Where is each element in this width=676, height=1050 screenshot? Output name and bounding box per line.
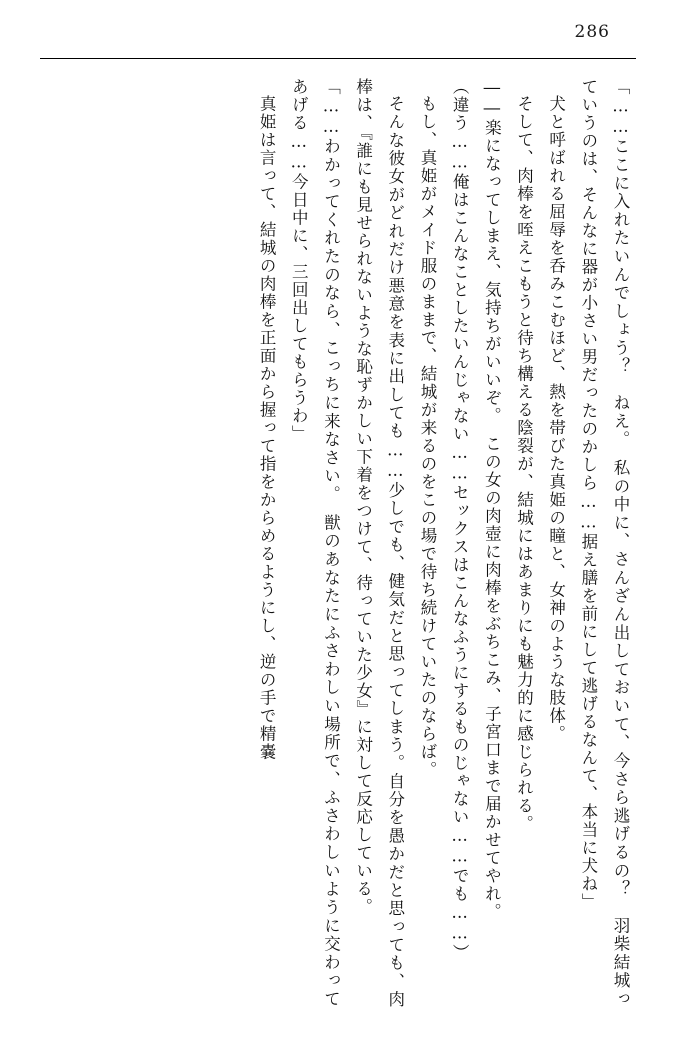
- paragraph: 真姫は言って、結城の肉棒を正面から握って指をからめるようにし、逆の手で精嚢: [257, 94, 277, 761]
- page-number: 286: [574, 22, 610, 42]
- header-rule: [40, 58, 636, 59]
- paragraph: そして、肉棒を咥えこもうと待ち構える陰裂が、結城にはあまりにも魅力的に感じられる。: [514, 94, 534, 833]
- paragraph: 「……わかってくれたのなら、こっちに来なさい。 獣のあなたにふさわしい場所で、ふさわしいように交わってあげる……今日中に、三回出してもらうわ」: [289, 78, 341, 1008]
- paragraph: ――楽になってしまえ、気持ちがいいぞ。 この女の肉壺に肉棒をぶちこみ、子宮口まで届かせてやれ。: [482, 78, 502, 921]
- paragraph: 「……ここに入れたいんでしょう？ ねえ。 私の中に、さんざん出しておいて、今さら逃げるの？ 羽柴結城っていうのは、そんなに器が小さい男だったのかしら……据え膳を前にして逃げるなんて、本当に犬ね」: [578, 78, 630, 1008]
- paragraph: もし、真姫がメイド服のままで、結城が来るのをこの場で待ち続けていたのならば。: [417, 94, 437, 779]
- paragraph: （違う……俺はこんなことしたいんじゃない……セックスはこんなふうにするものじゃない……でも……）: [450, 78, 470, 962]
- paragraph: そんな彼女がどれだけ悪意を表に出しても……少しでも、健気だと思ってしまう。自分を愚かだと思っても、肉棒は、『誰にも見せられないような恥ずかしい下着をつけて、待っていた少女』に対して反応している。: [353, 78, 405, 1008]
- paragraph: 犬と呼ばれる屈辱を呑みこむほど、熱を帯びた真姫の瞳と、女神のような肢体。: [546, 94, 566, 743]
- page-body-text: [38, 78, 636, 1008]
